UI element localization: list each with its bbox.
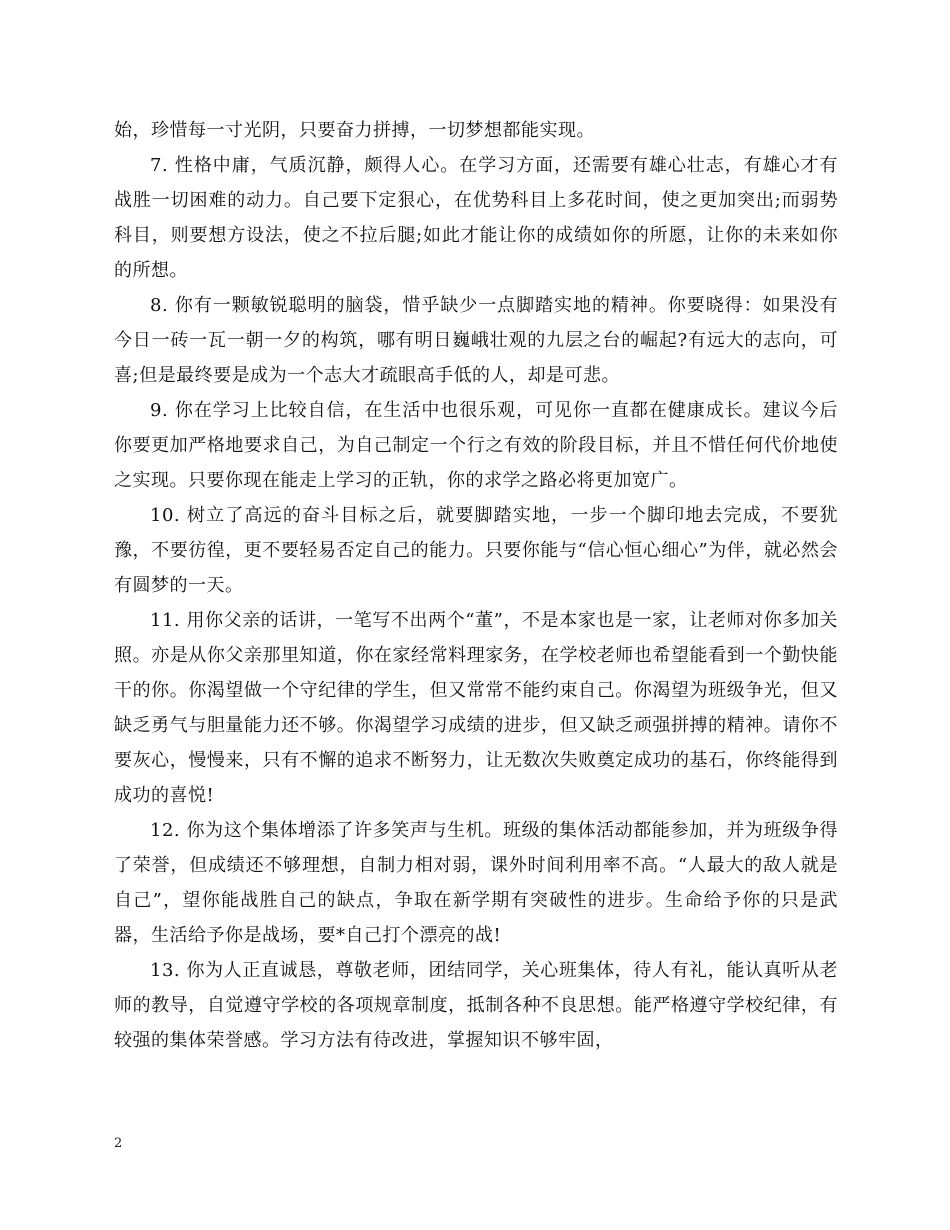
page-number: 2: [114, 1136, 123, 1151]
paragraph-continuation: 始，珍惜每一寸光阴，只要奋力拼搏，一切梦想都能实现。: [114, 120, 595, 141]
paragraph-item-13: 13. 你为人正直诚恳，尊敬老师，团结同学，关心班集体，待人有礼，能认真听从老师的教导，自觉遵守学校的各项规章制度，抵制各种不良思想。能严格遵守学校纪律，有较强的集体荣誉感。学习方法有待改进，掌握知识不够牢固，: [114, 960, 838, 1051]
paragraph-item-10: 10. 树立了高远的奋斗目标之后，就要脚踏实地，一步一个脚印地去完成，不要犹豫，不要彷徨，更不要轻易否定自己的能力。只要你能与“信心恒心细心”为伴，就必然会有圆梦的一天。: [114, 505, 838, 596]
paragraph-item-9: 9. 你在学习上比较自信，在生活中也很乐观，可见你一直都在健康成长。建议今后你要更加严格地要求自己，为自己制定一个行之有效的阶段目标，并且不惜任何代价地使之实现。只要你现在能走上学习的正轨，你的求学之路必将更加宽广。: [114, 400, 838, 491]
document-body: [114, 113, 838, 1058]
paragraph-item-12: 12. 你为这个集体增添了许多笑声与生机。班级的集体活动都能参加，并为班级争得了荣誉，但成绩还不够理想，自制力相对弱，课外时间利用率不高。“人最大的敌人就是自己”，望你能战胜自己的缺点，争取在新学期有突破性的进步。生命给予你的只是武器，生活给予你是战场，要*自己打个漂亮的战!: [114, 820, 838, 946]
paragraph-item-11: 11. 用你父亲的话讲，一笔写不出两个“董”，不是本家也是一家，让老师对你多加关照。亦是从你父亲那里知道，你在家经常料理家务，在学校老师也希望能看到一个勤快能干的你。你渴望做一个守纪律的学生，但又常常不能约束自己。你渴望为班级争光，但又缺乏勇气与胆量能力还不够。你渴望学习成绩的进步，但又缺乏顽强拼搏的精神。请你不要灰心，慢慢来，只有不懈的追求不断努力，让无数次失败奠定成功的基石，你终能得到成功的喜悦!: [114, 610, 838, 806]
paragraph-item-8: 8. 你有一颗敏锐聪明的脑袋，惜乎缺少一点脚踏实地的精神。你要晓得：如果没有今日一砖一瓦一朝一夕的构筑，哪有明日巍峨壮观的九层之台的崛起?有远大的志向，可喜;但是最终要是成为一个志大才疏眼高手低的人，却是可悲。: [114, 295, 838, 386]
paragraph-item-7: 7. 性格中庸，气质沉静，颇得人心。在学习方面，还需要有雄心壮志，有雄心才有战胜一切困难的动力。自己要下定狠心，在优势科目上多花时间，使之更加突出;而弱势科目，则要想方设法，使之不拉后腿;如此才能让你的成绩如你的所愿，让你的未来如你的所想。: [114, 155, 838, 281]
